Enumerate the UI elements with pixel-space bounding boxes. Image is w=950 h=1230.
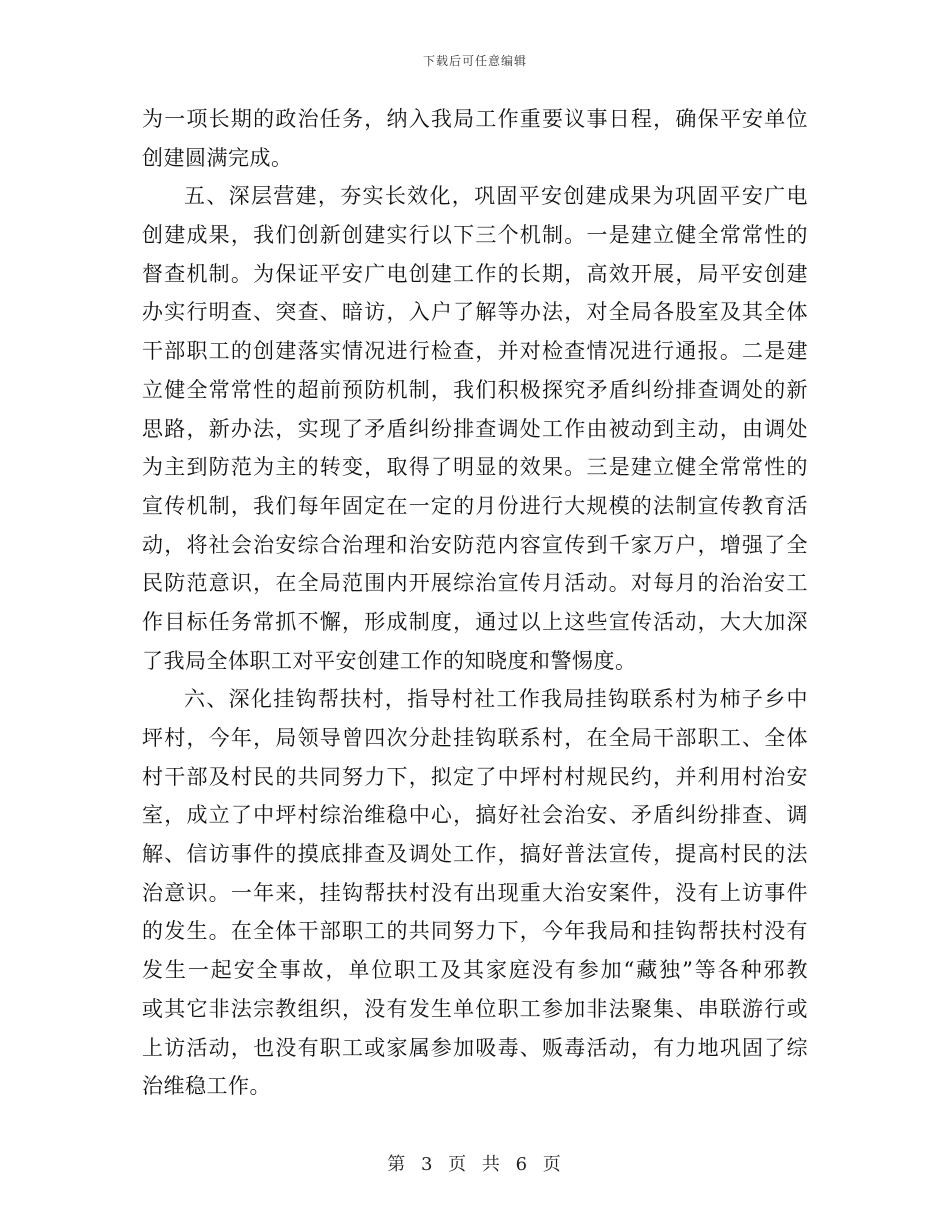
text-line: 发生一起安全事故，单位职工及其家庭没有参加“藏独”等各种邪教 [142,958,808,983]
document-body [142,100,808,1106]
text-line: 为一项长期的政治任务，纳入我局工作重要议事日程，确保平安单位 [142,107,808,131]
text-line: 村干部及村民的共同努力下，拟定了中坪村村规民约，并利用村治安 [142,764,808,789]
text-line: 五、深层营建，夯实长效化，巩固平安创建成果为巩固平安广电 [184,184,808,209]
text-line: 宣传机制，我们每年固定在一定的月份进行大规模的法制宣传教育活 [142,493,808,518]
text-line: 为主到防范为主的转变，取得了明显的效果。三是建立健全常常性的 [142,455,808,480]
text-line: 的发生。在全体干部职工的共同努力下，今年我局和挂钩帮扶村没有 [142,919,808,944]
text-line: 创建圆满完成。 [142,145,293,170]
text-line: 动，将社会治安综合治理和治安防范内容宣传到千家万户，增强了全 [142,532,808,557]
text-line: 作目标任务常抓不懈，形成制度，通过以上这些宣传活动，大大加深 [142,609,808,634]
paragraph [142,100,808,177]
text-line: 解、信访事件的摸底排查及调处工作，搞好普法宣传，提高村民的法 [142,842,808,867]
page-number: 第 3 页 共 6 页 [387,1154,563,1175]
page-header-note: 下载后可任意编辑 [422,54,527,68]
text-line: 治维稳工作。 [142,1074,271,1099]
text-line: 督查机制。为保证平安广电创建工作的长期，高效开展，局平安创建 [142,261,808,286]
text-line: 室，成立了中坪村综治维稳中心，搞好社会治安、矛盾纠纷排查、调 [142,803,808,828]
text-line: 了我局全体职工对平安创建工作的知晓度和警惕度。 [142,648,637,673]
paragraph [142,680,808,1106]
text-line: 创建成果，我们创新创建实行以下三个机制。一是建立健全常常性的 [142,223,808,248]
text-line: 坪村，今年，局领导曾四次分赴挂钩联系村，在全局干部职工、全体 [142,726,808,750]
text-line: 或其它非法宗教组织，没有发生单位职工参加非法聚集、串联游行或 [142,996,808,1021]
text-line: 上访活动，也没有职工或家属参加吸毒、贩毒活动，有力地巩固了综 [142,1035,808,1060]
text-line: 六、深化挂钩帮扶村，指导村社工作我局挂钩联系村为柿子乡中 [184,687,808,712]
text-line: 干部职工的创建落实情况进行检查，并对检查情况进行通报。二是建 [142,339,808,364]
text-line: 治意识。一年来，挂钩帮扶村没有出现重大治安案件，没有上访事件 [142,880,808,905]
text-line: 立健全常常性的超前预防机制，我们积极探究矛盾纠纷排查调处的新 [142,377,808,402]
text-line: 思路，新办法，实现了矛盾纠纷排查调处工作由被动到主动，由调处 [142,416,808,441]
text-line: 民防范意识，在全局范围内开展综治宣传月活动。对每月的治治安工 [142,571,808,596]
text-line: 办实行明查、突查、暗访，入户了解等办法，对全局各股室及其全体 [142,300,808,325]
paragraph [142,177,808,680]
